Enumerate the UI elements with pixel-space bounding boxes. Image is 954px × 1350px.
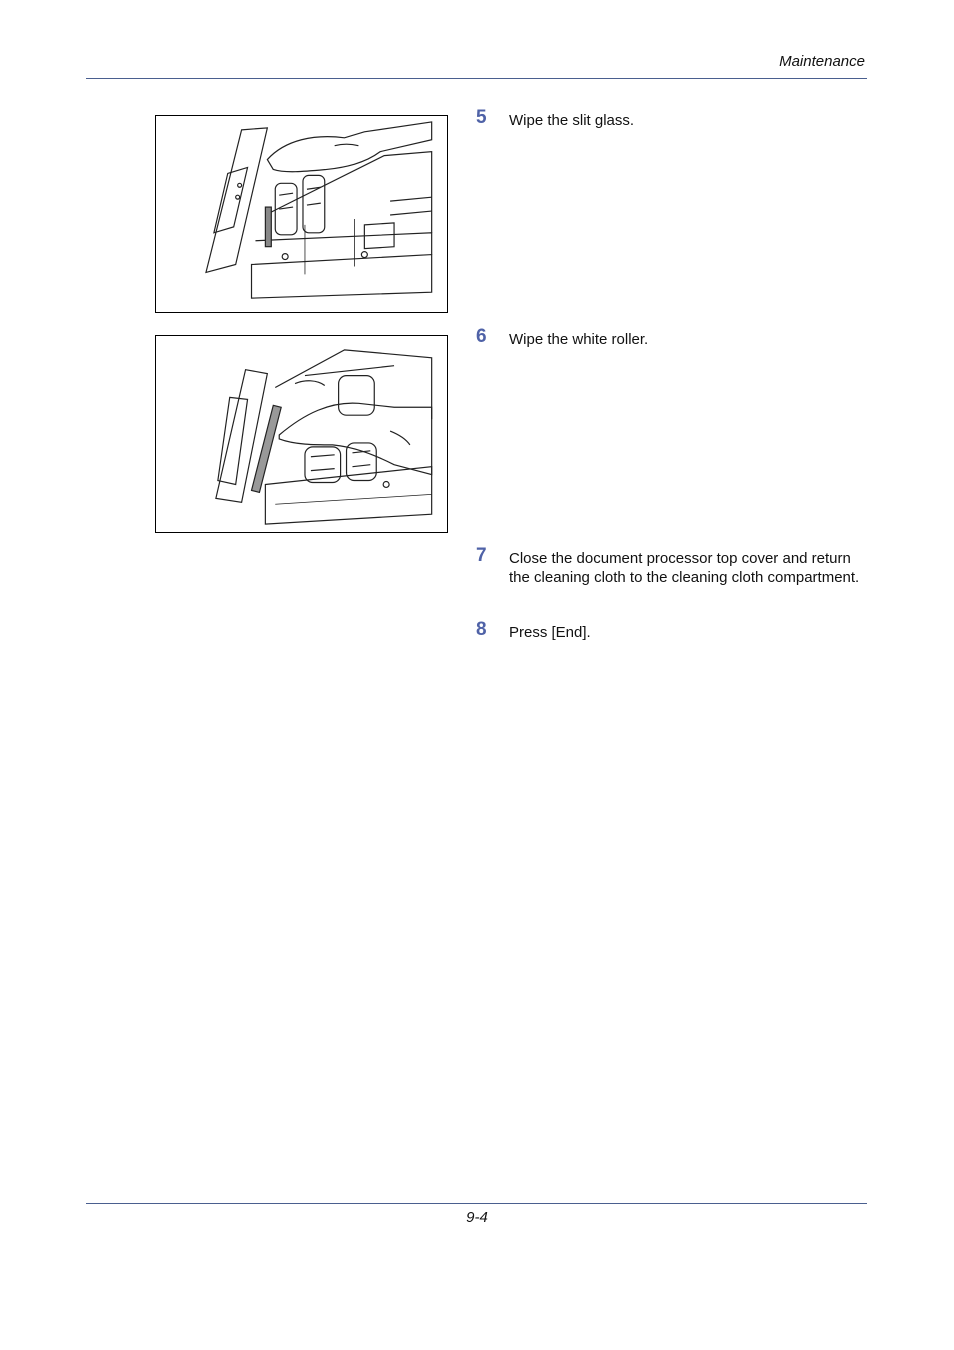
step-number: 8	[476, 619, 487, 640]
page-number: 9-4	[466, 1209, 488, 1226]
step-text: Close the document processor top cover and return the cleaning cloth to the cleaning cloth compartment.	[509, 550, 860, 586]
illustration-wipe-white-roller	[155, 335, 448, 533]
step-number: 7	[476, 545, 487, 566]
header-rule	[86, 78, 867, 79]
step-number: 5	[476, 107, 487, 128]
illustration-wipe-slit-glass	[155, 115, 448, 313]
step-text: Press [End].	[509, 624, 591, 641]
header-section-title: Maintenance	[779, 53, 865, 70]
step-text: Wipe the white roller.	[509, 331, 649, 348]
step-text: Wipe the slit glass.	[509, 112, 635, 129]
step-number: 6	[476, 326, 487, 347]
footer-rule	[86, 1203, 867, 1204]
